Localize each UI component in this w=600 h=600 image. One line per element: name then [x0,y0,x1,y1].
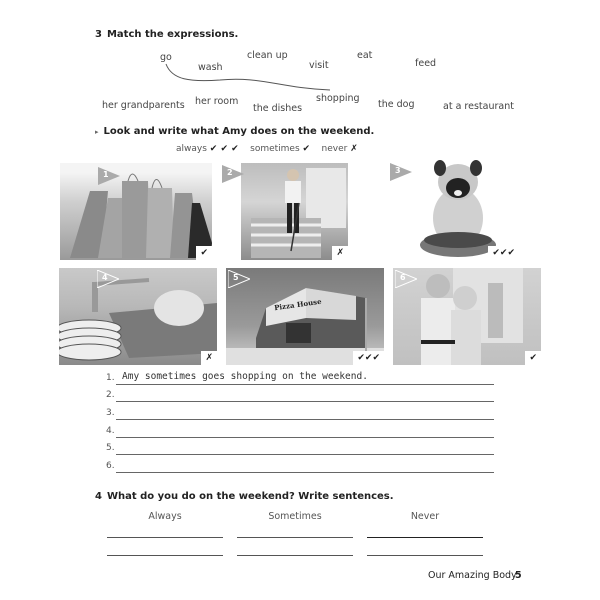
frequency-legend [176,144,358,154]
always-line-2[interactable] [107,555,223,556]
photo-2-vacuuming [241,163,348,260]
exercise-number: 3 [95,29,102,40]
number-badge-3: 3 [390,163,412,181]
word-the-dog[interactable]: the dog [378,99,415,110]
legend-never-label: never [321,144,348,154]
shopping-bags-illustration [60,163,212,260]
exercise-title: What do you do on the weekend? Write sentences. [106,491,394,502]
legend-always-mark: ✔ ✔ ✔ [209,144,239,154]
frequency-mark-4: ✗ [201,351,217,365]
dishes-illustration [59,268,217,365]
exercise-4-heading [95,491,394,502]
frequency-mark-6: ✔ [525,351,541,365]
sometimes-line-2[interactable] [237,555,353,556]
photo-6-grandparents [393,268,541,365]
answer-number: 6. [106,461,115,471]
number-badge-5: 5 [228,270,250,288]
number-badge-2: 2 [222,165,244,183]
word-feed[interactable]: feed [415,58,437,69]
writing-line [116,472,494,473]
pizza-house-sign: Pizza House [273,296,323,313]
column-always: Always [148,511,182,522]
number-badge-1: 1 [98,167,120,185]
answer-number: 5. [106,443,115,453]
number-badge-6: 6 [395,270,417,288]
answer-line-6[interactable] [106,461,494,475]
match-line [160,60,340,95]
frequency-mark-5: ✔✔✔ [353,351,384,365]
word-the-dishes[interactable]: the dishes [253,103,303,114]
writing-line [116,384,494,385]
exercise-title: Match the expressions. [106,29,239,40]
photo-5-restaurant [226,268,384,365]
word-visit[interactable]: visit [309,60,329,71]
dog-illustration [413,160,519,260]
footer-title: Our Amazing Body [428,570,517,581]
page-number: 5 [515,570,522,581]
word-go[interactable]: go [160,52,172,63]
answer-line-3[interactable] [106,408,494,422]
frequency-mark-2: ✗ [332,246,348,260]
column-never: Never [410,511,440,522]
legend-always-label: always [176,144,207,154]
frequency-mark-1: ✔ [196,246,212,260]
writing-line [116,401,494,402]
word-shopping[interactable]: shopping [316,93,360,104]
look-write-heading [95,126,374,137]
photo-4-washing-dishes [59,268,217,365]
word-her-room[interactable]: her room [195,96,239,107]
answer-text: Amy sometimes goes shopping on the weekend. [122,371,368,382]
photo-3-dog [413,160,519,260]
word-her-grandparents[interactable]: her grandparents [102,100,185,111]
bullet-icon: ▸ [95,128,99,136]
never-line-1[interactable] [367,537,483,538]
answer-number: 2. [106,390,115,400]
answer-line-5[interactable] [106,443,494,457]
never-line-2[interactable] [367,555,483,556]
column-sometimes: Sometimes [268,511,322,522]
answer-line-1[interactable] [106,373,494,387]
answer-line-4[interactable] [106,426,494,440]
answer-number: 3. [106,408,115,418]
legend-never-mark: ✗ [350,144,358,154]
look-write-title: Look and write what Amy does on the weekend. [103,126,375,137]
frequency-mark-3: ✔✔✔ [488,246,519,260]
legend-sometimes-label: sometimes [250,144,300,154]
writing-line [116,419,494,420]
word-at-a-restaurant[interactable]: at a restaurant [443,101,514,112]
answer-number: 4. [106,426,115,436]
legend-sometimes-mark: ✔ [302,144,311,154]
word-wash[interactable]: wash [198,62,223,73]
word-clean-up[interactable]: clean up [247,50,288,61]
exercise-3-heading [95,29,238,40]
photo-1-shopping-bags [60,163,212,260]
sometimes-line-1[interactable] [237,537,353,538]
word-eat[interactable]: eat [357,50,373,61]
answer-line-2[interactable] [106,390,494,404]
writing-line [116,454,494,455]
answer-number: 1. [106,373,115,383]
always-line-1[interactable] [107,537,223,538]
writing-line [116,437,494,438]
exercise-number: 4 [95,491,102,502]
number-badge-4: 4 [97,270,119,288]
